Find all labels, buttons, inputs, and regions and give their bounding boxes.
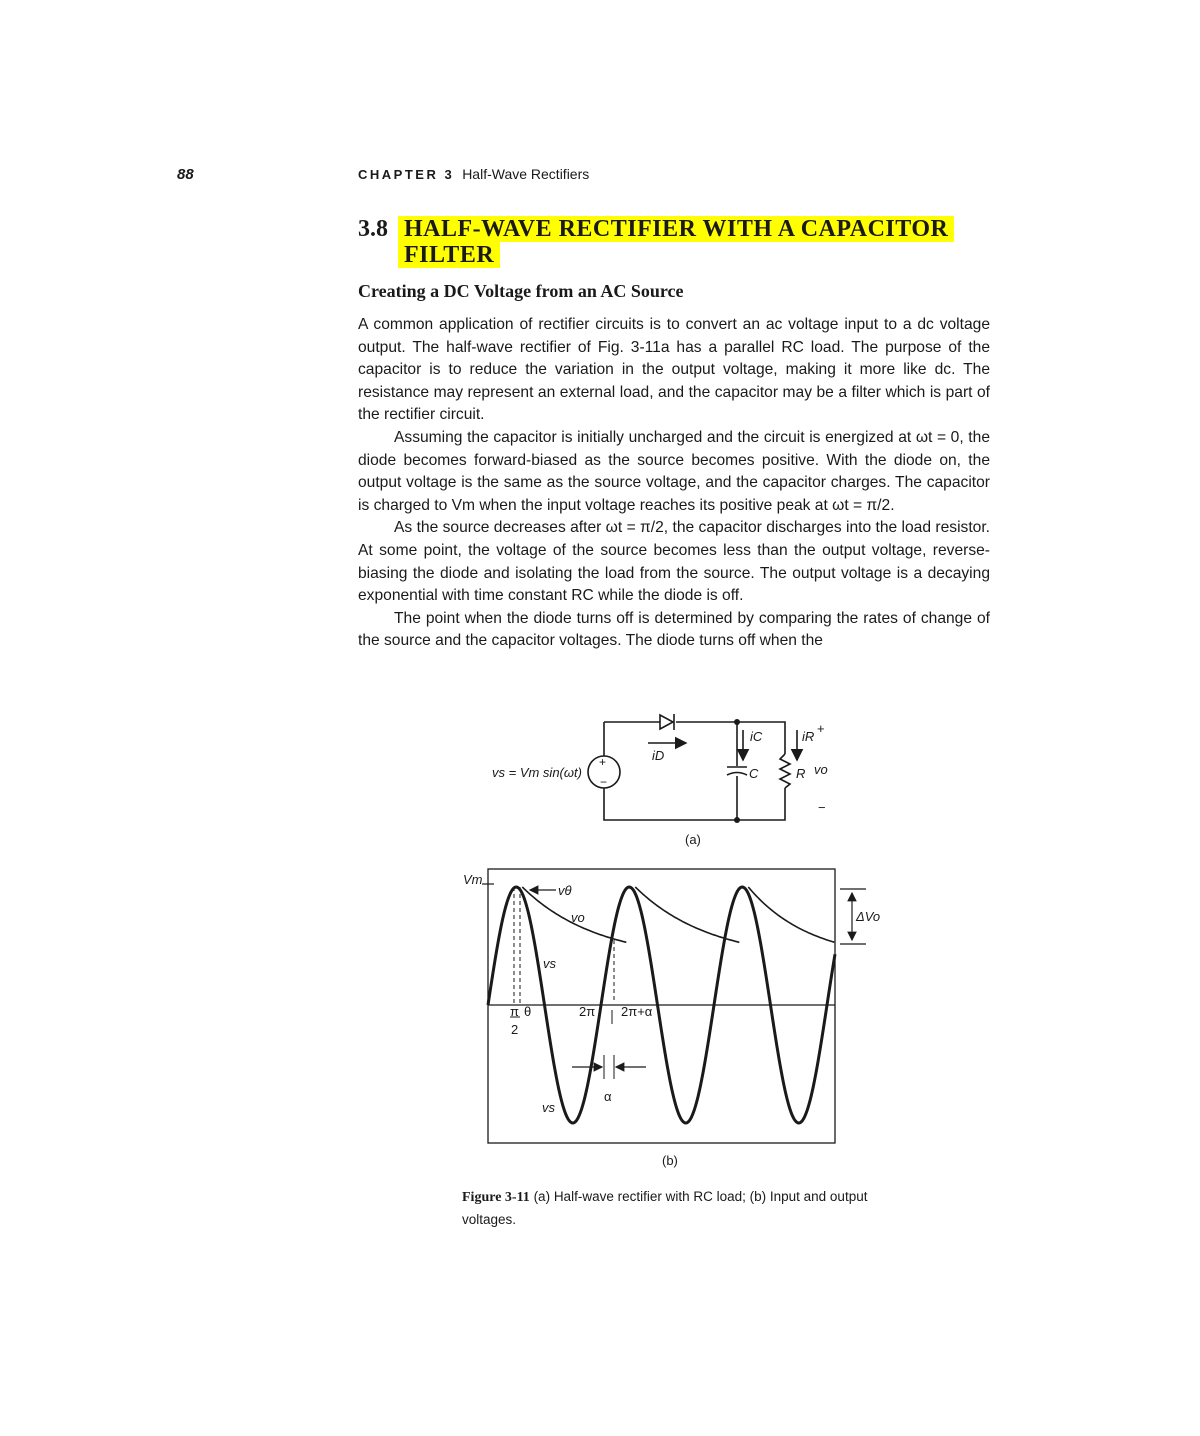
caption-label: Figure 3-11 (462, 1190, 530, 1205)
capacitor-plate-curved (727, 773, 747, 776)
res-current-label: iR (802, 729, 815, 744)
cap-current-label: iC (750, 729, 763, 744)
two-label: 2 (511, 1022, 519, 1037)
waveform-plot (482, 869, 866, 1143)
vs-upper-label: vs (543, 956, 556, 971)
paragraph: As the source decreases after ωt = π/2, the capacitor discharges into the load resistor. At some point, the voltage of the source becomes less than the output voltage, reverse-biasing the diode and isolating the load from the source. The output voltage is a decaying exponential with time constant RC while the diode is off. (358, 519, 990, 605)
output-plus: + (817, 721, 825, 736)
section-number: 3.8 (358, 216, 388, 242)
pi-label: π (510, 1004, 519, 1019)
delta-vo-label: ΔVo (856, 909, 881, 924)
diode-icon (660, 715, 673, 729)
diode-current-label: iD (652, 748, 665, 763)
resistor-icon (780, 754, 790, 788)
source-label: vs = Vm sin(ωt) (492, 765, 582, 780)
section-title-highlighted: HALF-WAVE RECTIFIER WITH A CAPACITOR FILTER (398, 216, 954, 268)
subsection-heading: Creating a DC Voltage from an AC Source (358, 281, 684, 301)
paragraph: The point when the diode turns off is determined by comparing the rates of change of the source and the capacitor voltages. The diode turns off when the (358, 609, 990, 650)
vo-label: vo (571, 910, 585, 925)
figure-caption (462, 1186, 892, 1231)
junction-dot (734, 719, 740, 725)
wire (604, 788, 785, 820)
chapter-title: Half-Wave Rectifiers (462, 166, 590, 182)
theta-arrow-label: vθ (558, 883, 572, 898)
vs-lower-label: vs (542, 1100, 555, 1115)
part-b-label: (b) (662, 1153, 678, 1168)
res-label: R (796, 766, 806, 781)
theta-label: θ (524, 1004, 532, 1019)
plot-frame (488, 869, 835, 1143)
chapter-label: CHAPTER 3 (358, 167, 455, 182)
alpha-label: α (604, 1089, 612, 1104)
paragraph: A common application of rectifier circuits is to convert an ac voltage input to a dc voltage output. The half-wave rectifier of Fig. 3-11a has a parallel RC load. The purpose of the capacitor is to reduce the variation in the output voltage, making it more like dc. The resistance may represent an external load, and the capacitor may be a filter which is part of the rectifier circuit. (358, 316, 990, 424)
output-minus: − (818, 800, 826, 815)
source-plus: + (599, 755, 607, 769)
two-pi-alpha-label: 2π+α (621, 1004, 653, 1019)
part-a-label: (a) (685, 832, 701, 847)
wire (676, 722, 785, 754)
caption-text: (a) Half-wave rectifier with RC load; (b) Input and output voltages. (462, 1189, 868, 1227)
output-label: vo (814, 762, 828, 777)
junction-dot (734, 817, 740, 823)
paragraph: Assuming the capacitor is initially uncharged and the circuit is energized at ωt = 0, the diode becomes forward-biased as the source becomes positive. With the diode on, the output voltage is the same as the source voltage, and the capacitor charges. The capacitor is charged to Vm when the input voltage reaches its positive peak at ωt = π/2. (358, 428, 990, 514)
cap-label: C (749, 766, 759, 781)
page-number: 88 (177, 166, 194, 183)
vm-label: Vm (463, 872, 483, 887)
circuit-diagram (588, 714, 797, 820)
source-minus: − (600, 775, 608, 789)
two-pi-label: 2π (579, 1004, 596, 1019)
